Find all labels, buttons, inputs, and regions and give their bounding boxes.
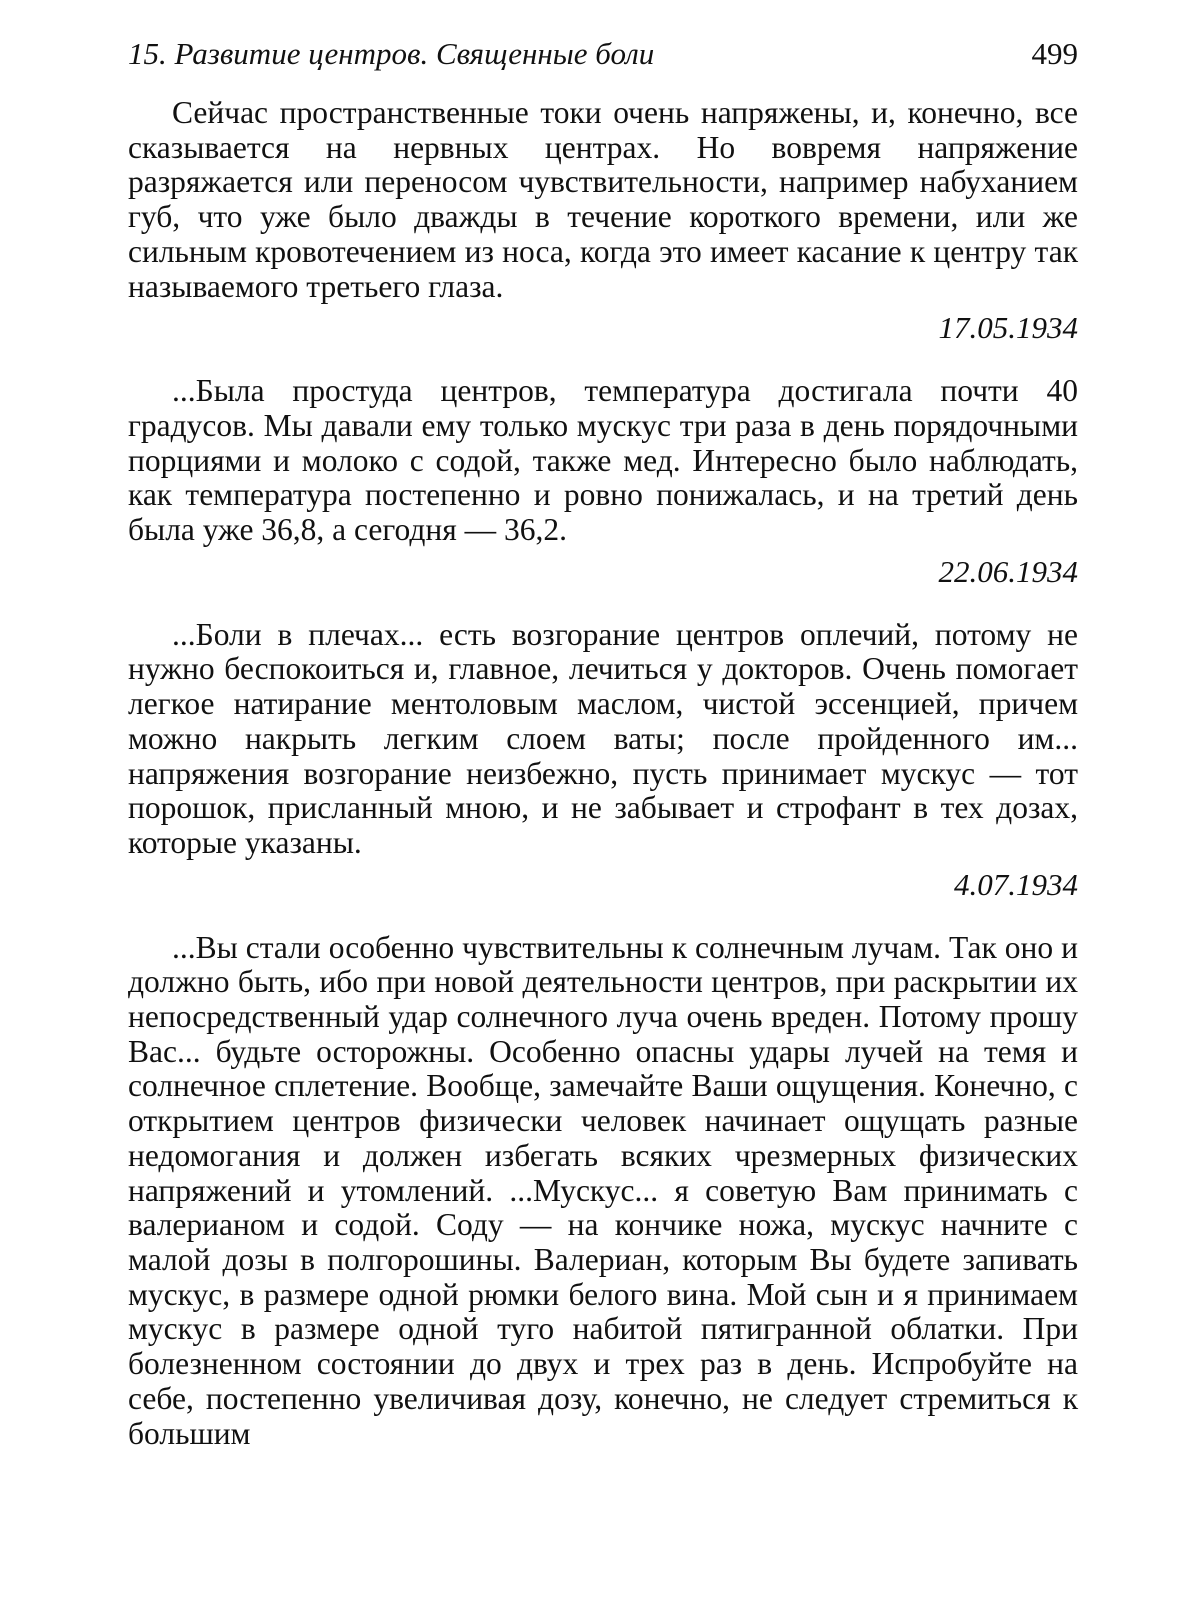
section-gap: [128, 905, 1078, 931]
entry-date: 4.07.1934: [954, 866, 1078, 902]
entry-date: 22.06.1934: [938, 553, 1078, 589]
book-page: [128, 34, 1078, 1451]
section-gap: [128, 592, 1078, 618]
entry-paragraph: Сейчас пространственные токи очень напряжены, и, конечно, все сказывается на нервных центрах. Но вовремя напряжение разряжается или переносом чувствительности, например набуханием губ, что уже было дважды в течение короткого времени, или же сильным кровотечением из носа, когда это имеет касание к центру так называемого третьего глаза.: [128, 95, 1078, 304]
section-gap: [128, 348, 1078, 374]
entry-paragraph: ...Боли в плечах... есть возгорание центров оплечий, потому не нужно беспокоиться и, главное, лечиться у докторов. Очень помогает легкое натирание ментоловым маслом, чистой эссенцией, причем можно накрыть легким слоем ваты; после пройденного им... напряжения возгорание неизбежно, пусть принимает мускус — тот порошок, присланный мною, и не забывает и строфант в тех дозах, которые указаны.: [128, 616, 1078, 860]
letter-entry-4: [128, 931, 1078, 1452]
chapter-title: 15. Развитие центров. Священные боли: [128, 36, 655, 71]
letter-entry-3: [128, 618, 1078, 905]
letter-entry-2: [128, 374, 1078, 592]
running-head: [128, 34, 1078, 74]
letter-entry-1: [128, 96, 1078, 348]
entry-date: 17.05.1934: [938, 310, 1078, 346]
entry-paragraph: ...Была простуда центров, температура достигала почти 40 градусов. Мы давали ему только мускус три раза в день порядочными порциями и молоко с содой, также мед. Интересно было наблюдать, как температура постепенно и ровно понижалась, и на третий день была уже 36,8, а сегодня — 36,2.: [128, 373, 1078, 548]
page-number: 499: [1031, 36, 1078, 71]
entry-paragraph: ...Вы стали особенно чувствительны к солнечным лучам. Так оно и должно быть, ибо при новой деятельности центров, при раскрытии их непосредственный удар солнечного луча очень вреден. Потому прошу Вас... будьте осторожны. Особенно опасны удары лучей на темя и солнечное сплетение. Вообще, замечайте Ваши ощущения. Конечно, с открытием центров физически человек начинает ощущать разные недомогания и должен избегать всяких чрезмерных физических напряжений и утомлений. ...Мускус... я советую Вам принимать с валерианом и содой. Соду — на кончике ножа, мускус начните с малой дозы в полгорошины. Валериан, которым Вы будете запивать мускус, в размере одной рюмки белого вина. Мой сын и я принимаем мускус в размере одной туго набитой пятигранной облатки. При болезненном состоянии до двух и трех раз в день. Испробуйте на себе, постепенно увеличивая дозу, конечно, не следует стремиться к большим: [128, 929, 1078, 1451]
